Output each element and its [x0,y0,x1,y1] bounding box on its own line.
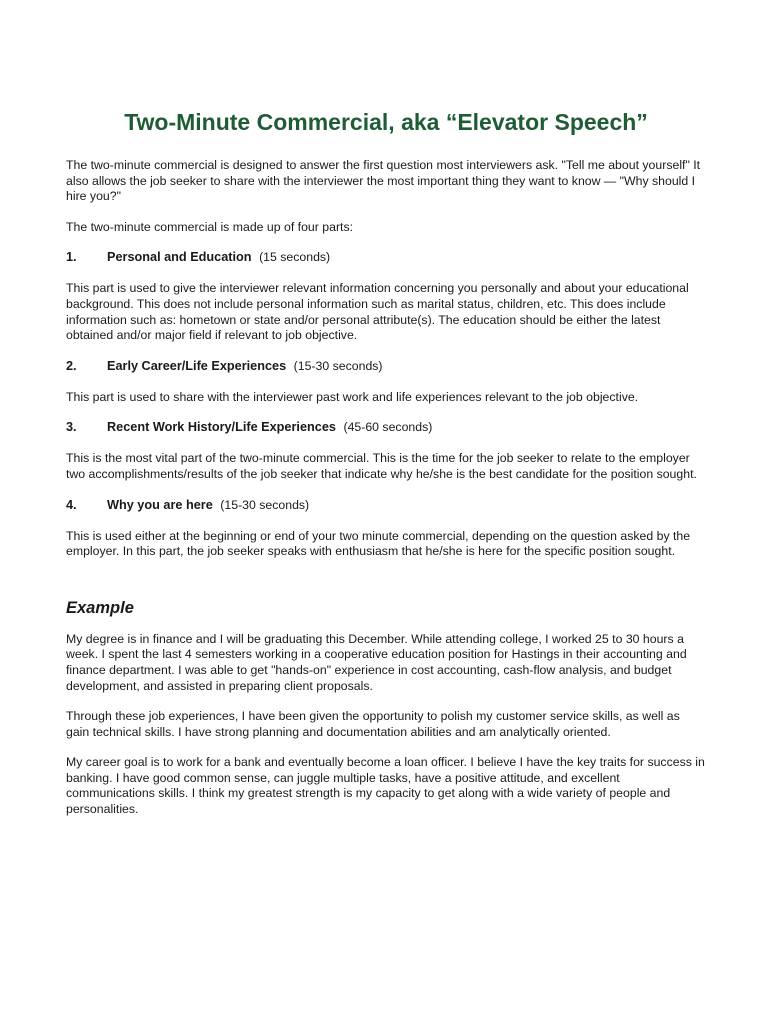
section-number: 2. [66,358,77,373]
section-body: This part is used to give the interviewer relevant information concerning you personally and about your educational background. This does not include personal information such as marital status, children, etc. This does include information such as: hometown or state and/or personal attribute(s). The education should be either the latest obtained and/or major field if relevant to job objective. [66,281,689,343]
section-duration: (15 seconds) [259,250,331,265]
section-title: Recent Work History/Life Experiences [107,420,336,435]
section-duration: (15-30 seconds) [220,497,310,512]
section-body: This is used either at the beginning or end of your two minute commercial, depending on the question asked by the employer. In this part, the job seeker speaks with enthusiasm that he/she is here for the specific position sought. [66,528,691,559]
example-paragraph: My career goal is to work for a bank and eventually become a loan officer. I believe I have the key traits for success in banking. I have good common sense, can juggle multiple tasks, have a positive attitude, and excellent communications skills. I think my greatest strength is my capacity to get along with a wide variety of people and personalities. [66,755,705,817]
section-duration: (15-30 seconds) [293,358,383,373]
document-page [66,108,706,833]
section-heading [66,359,706,374]
section-heading [66,420,706,435]
example-heading: Example [66,598,134,617]
example-paragraph: My degree is in finance and I will be graduating this December. While attending college, I worked 25 to 30 hours a week. I spent the last 4 semesters working in a cooperative education position for Hastings in their accounting and finance department. I was able to get "hands-on" experience in cost accounting, cash-flow analysis, and budget development, and assisted in preparing client proposals. [66,631,687,693]
section-heading [66,250,706,265]
intro-paragraph: The two-minute commercial is made up of four parts: [66,219,354,234]
section-number: 1. [66,250,77,265]
section-title: Personal and Education [107,250,252,265]
section-number: 3. [66,420,77,435]
example-paragraph: Through these job experiences, I have been given the opportunity to polish my customer service skills, as well as gain technical skills. I have strong planning and documentation abilities and am analytically oriented. [66,709,680,739]
intro-paragraph: The two-minute commercial is designed to answer the first question most interviewers ask. "Tell me about yourself" It also allows the job seeker to share with the interviewer the most important thing they want to know — "Why should I hire you?" [66,158,701,204]
document-title: Two-Minute Commercial, aka “Elevator Speech” [124,109,648,135]
section-number: 4. [66,497,77,512]
section-body: This part is used to share with the interviewer past work and life experiences relevant to the job objective. [66,389,639,404]
section-title: Early Career/Life Experiences [107,358,287,373]
section-body: This is the most vital part of the two-minute commercial. This is the time for the job seeker to relate to the employer two accomplishments/results of the job seeker that indicate why he/she is the best candidate for the position sought. [66,451,697,481]
section-title: Why you are here [107,497,213,512]
section-duration: (45-60 seconds) [343,420,433,435]
section-heading [66,498,706,513]
